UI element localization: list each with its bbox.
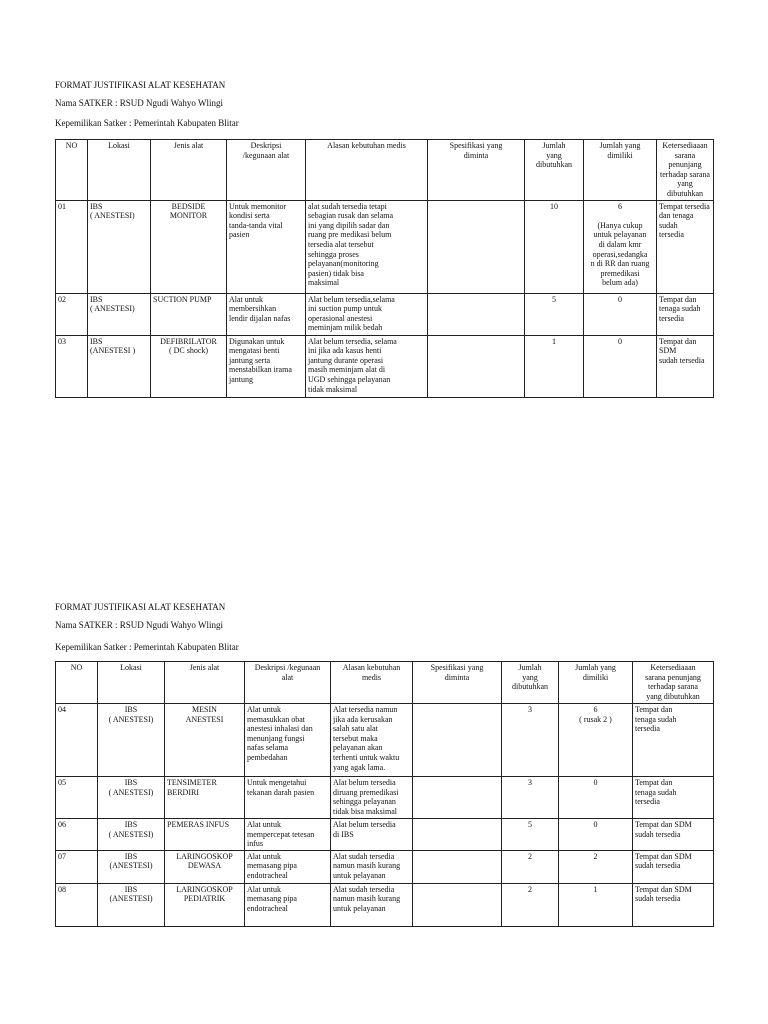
satker-ownership: Kepemilikan Satker : Pemerintah Kabupaten Blitar [55, 118, 239, 128]
col-header-spesifikasi: Spesifikasi yang diminta [428, 140, 525, 201]
justification-table [55, 661, 714, 927]
cell-jenis: DEFIBRILATOR ( DC shock) [151, 335, 227, 397]
cell-no: 02 [56, 293, 88, 335]
cell-jenis: LARINGOSKOP PEDIATRIK [165, 883, 245, 926]
cell-jenis: BEDSIDE MONITOR [151, 200, 227, 293]
satker-name: Nama SATKER : RSUD Ngudi Wahyo Wlingi [55, 98, 223, 108]
cell-deskripsi: Untuk memonitor kondisi serta tanda-tanda vital pasien [227, 200, 306, 293]
cell-deskripsi: Alat untuk mempercepat tetesan infus [245, 819, 331, 851]
col-header-lokasi: Lokasi [98, 662, 165, 704]
cell-jenis: MESIN ANESTESI [165, 704, 245, 777]
col-header-ketersediaan: Ketersediaaan sarana penunjang terhadap sarana yang dibutuhkan [633, 662, 714, 704]
cell-ketersediaan: Tempat dan SDM sudah tersedia [657, 335, 714, 397]
cell-lokasi: IBS (ANESTESI) [98, 850, 165, 883]
cell-deskripsi: Digunakan untuk mengatasi henti jantung serta menstabilkan irama jantung [227, 335, 306, 397]
cell-spesifikasi [413, 819, 502, 851]
col-header-dimiliki: Jumlah yang dimiliki [584, 140, 657, 201]
doc-title: FORMAT JUSTIFIKASI ALAT KESEHATAN [55, 80, 226, 90]
cell-deskripsi: Alat untuk memasukkan obat anestesi inhalasi dan menunjang fungsi nafas selama pembedahan [245, 704, 331, 777]
col-header-alasan: Alasan kebutuhan medis [331, 662, 413, 704]
table-row [56, 704, 714, 777]
cell-ketersediaan: Tempat dan tenaga sudah tersedia [657, 293, 714, 335]
cell-alasan: alat sudah tersedia tetapi sebagian rusak dan selama ini yang dipilih sadar dan ruang pre medikasi belum tersedia alat tersebut sehingga proses pelayanan(monitoring pasien) tidak bisa maksimal [306, 200, 428, 293]
table-row [56, 850, 714, 883]
col-header-dibutuhkan: Jumlah yang dibutuhkan [502, 662, 559, 704]
cell-lokasi: IBS ( ANESTESI) [98, 819, 165, 851]
col-header-deskripsi: Deskripsi /kegunaan alat [227, 140, 306, 201]
cell-deskripsi: Untuk mengetahui tekanan darah pasien [245, 777, 331, 819]
cell-dibutuhkan: 10 [525, 200, 584, 293]
cell-jenis: TENSIMETER BERDIRI [165, 777, 245, 819]
cell-ketersediaan: Tempat dan SDM sudah tersedia [633, 850, 714, 883]
cell-deskripsi: Alat untuk memasang pipa endotracheal [245, 883, 331, 926]
cell-ketersediaan: Tempat dan SDM sudah tersedia [633, 883, 714, 926]
col-header-spesifikasi: Spesifikasi yang diminta [413, 662, 502, 704]
col-header-no: NO [56, 140, 88, 201]
cell-dibutuhkan: 2 [502, 883, 559, 926]
satker-ownership: Kepemilikan Satker : Pemerintah Kabupaten Blitar [55, 642, 239, 652]
table-header-row [56, 662, 714, 704]
cell-ketersediaan: Tempat dan tenaga sudah tersedia [633, 704, 714, 777]
cell-dibutuhkan: 5 [502, 819, 559, 851]
cell-dibutuhkan: 2 [502, 850, 559, 883]
cell-alasan: Alat belum tersedia,selama ini suction pump untuk operasional anestesi meminjam milik bedah [306, 293, 428, 335]
cell-dimiliki: 0 [559, 819, 633, 851]
cell-spesifikasi [428, 200, 525, 293]
cell-deskripsi: Alat untuk memasang pipa endotracheal [245, 850, 331, 883]
col-header-lokasi: Lokasi [88, 140, 151, 201]
cell-no: 08 [56, 883, 98, 926]
cell-spesifikasi [413, 777, 502, 819]
justification-table [55, 139, 714, 398]
cell-no: 05 [56, 777, 98, 819]
table-row [56, 819, 714, 851]
col-header-dimiliki: Jumlah yang dimiliki [559, 662, 633, 704]
col-header-deskripsi: Deskripsi /kegunaan alat [245, 662, 331, 704]
table-row [56, 335, 714, 397]
cell-dibutuhkan: 3 [502, 777, 559, 819]
table-row [56, 200, 714, 293]
col-header-jenis: Jenis alat [165, 662, 245, 704]
cell-ketersediaan: Tempat dan SDM sudah tersedia [633, 819, 714, 851]
cell-spesifikasi [413, 850, 502, 883]
col-header-dibutuhkan: Jumlah yang dibutuhkan [525, 140, 584, 201]
col-header-ketersediaan: Ketersediaaan sarana penunjang terhadap sarana yang dibutuhkan [657, 140, 714, 201]
cell-lokasi: IBS (ANESTESI ) [88, 335, 151, 397]
table-row [56, 883, 714, 926]
cell-alasan: Alat sudah tersedia namun masih kurang untuk pelayanan [331, 850, 413, 883]
satker-name: Nama SATKER : RSUD Ngudi Wahyo Wlingi [55, 620, 223, 630]
cell-no: 04 [56, 704, 98, 777]
cell-no: 01 [56, 200, 88, 293]
cell-lokasi: IBS ( ANESTESI) [88, 293, 151, 335]
cell-dimiliki: 6 (Hanya cukup untuk pelayanan di dalam kmr operasi,sedangka n di RR dan ruang premedikasi belum ada) [584, 200, 657, 293]
cell-dimiliki: 0 [584, 335, 657, 397]
cell-alasan: Alat tersedia namun jika ada kerusakan salah satu alat tersebut maka pelayanan akan terhenti untuk waktu yang agak lama. [331, 704, 413, 777]
cell-ketersediaan: Tempat tersedia dan tenaga sudah tersedia [657, 200, 714, 293]
cell-spesifikasi [428, 293, 525, 335]
cell-alasan: Alat sudah tersedia namun masih kurang untuk pelayanan [331, 883, 413, 926]
cell-lokasi: IBS ( ANESTESI) [98, 777, 165, 819]
cell-alasan: Alat belum tersedia di IBS [331, 819, 413, 851]
cell-spesifikasi [413, 883, 502, 926]
cell-dimiliki: 2 [559, 850, 633, 883]
col-header-alasan: Alasan kebutuhan medis [306, 140, 428, 201]
cell-jenis: SUCTION PUMP [151, 293, 227, 335]
cell-dimiliki: 6 ( rusak 2 ) [559, 704, 633, 777]
col-header-no: NO [56, 662, 98, 704]
cell-dimiliki: 1 [559, 883, 633, 926]
cell-deskripsi: Alat untuk membersihkan lendir dijalan nafas [227, 293, 306, 335]
cell-alasan: Alat belum tersedia diruang premedikasi sehingga pelayanan tidak bisa maksimal [331, 777, 413, 819]
cell-spesifikasi [428, 335, 525, 397]
cell-lokasi: IBS ( ANESTESI) [98, 704, 165, 777]
table-row [56, 293, 714, 335]
cell-no: 06 [56, 819, 98, 851]
cell-dibutuhkan: 3 [502, 704, 559, 777]
cell-dibutuhkan: 1 [525, 335, 584, 397]
cell-lokasi: IBS (ANESTESI) [98, 883, 165, 926]
cell-dibutuhkan: 5 [525, 293, 584, 335]
table-row [56, 777, 714, 819]
cell-ketersediaan: Tempat dan tenaga sudah tersedia [633, 777, 714, 819]
cell-jenis: LARINGOSKOP DEWASA [165, 850, 245, 883]
col-header-jenis: Jenis alat [151, 140, 227, 201]
table-header-row [56, 140, 714, 201]
cell-no: 07 [56, 850, 98, 883]
cell-no: 03 [56, 335, 88, 397]
cell-lokasi: IBS ( ANESTESI) [88, 200, 151, 293]
cell-alasan: Alat belum tersedia, selama ini jika ada kasus henti jantung durante operasi masih meminjam alat di UGD sehingga pelayanan tidak maksimal [306, 335, 428, 397]
cell-spesifikasi [413, 704, 502, 777]
cell-dimiliki: 0 [559, 777, 633, 819]
cell-jenis: PEMERAS INFUS [165, 819, 245, 851]
cell-dimiliki: 0 [584, 293, 657, 335]
doc-title: FORMAT JUSTIFIKASI ALAT KESEHATAN [55, 602, 226, 612]
